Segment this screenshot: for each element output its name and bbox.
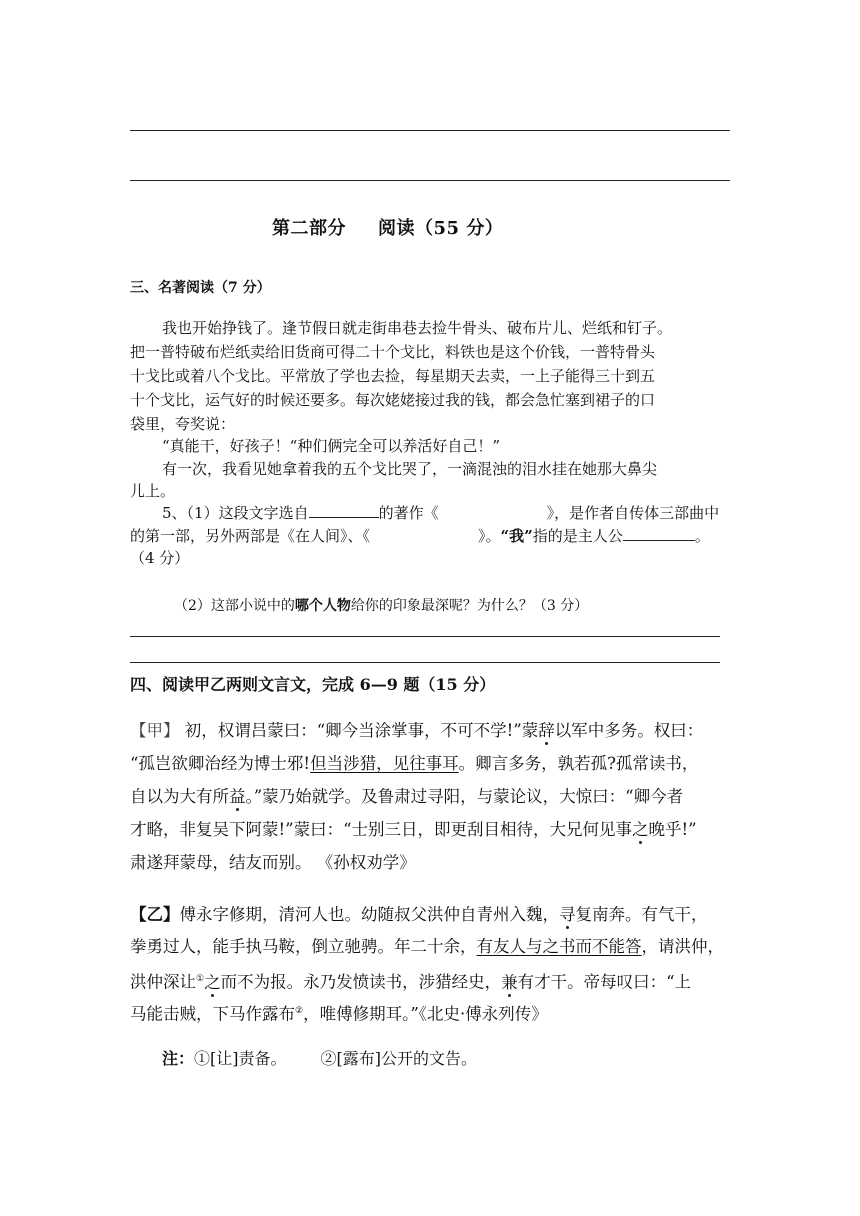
note-label: 注： <box>162 1049 195 1068</box>
answer-line-3[interactable] <box>130 636 720 637</box>
jia-line-1 <box>130 720 730 742</box>
para-line-3: 十戈比或着八个戈比。平常放了学也去捡，每星期天去卖，一上子能得三十到五 <box>130 367 656 385</box>
protagonist-blank[interactable] <box>623 526 695 541</box>
author-blank[interactable] <box>309 503 379 518</box>
q5-text: 的第一部，另外两部是《在人间》、《 <box>130 527 371 545</box>
section4-heading: 四、阅读甲乙两则文言文，完成 6—9 题（15 分） <box>130 675 496 694</box>
para-line-1: 我也开始挣钱了。逢节假日就走街串巷去捡牛骨头、破布片儿、烂纸和钉子。 <box>162 319 673 337</box>
para-line-5: 袋里，夸奖说： <box>130 415 236 433</box>
jia-line-4 <box>130 819 730 841</box>
note-1: ①[让]责备。 <box>194 1049 287 1068</box>
yi-line-3 <box>130 968 730 994</box>
text: 才略，非复吴下阿蒙!”蒙曰：“士别三日，即更刮目相待，大兄何见事 <box>130 820 633 839</box>
q5-text: （2）这部小说中的 <box>174 598 295 614</box>
text: 晚乎!” <box>648 820 697 839</box>
text: 洪仲深让 <box>130 972 196 992</box>
text: 马能击贼，下马作露布 <box>130 1004 295 1024</box>
text: 有才干。帝每叹曰：“上 <box>517 972 692 992</box>
q5-sub2 <box>174 596 774 616</box>
text: “孤岂欲卿治经为博士邪! <box>130 754 311 773</box>
q5-bold: 哪个人物 <box>294 598 351 614</box>
jia-line-3 <box>130 786 730 808</box>
footnote-marker: ① <box>196 974 205 984</box>
para-line-4: 十个戈比，运气好的时候还要多。每次姥姥接过我的钱，都会急忙塞到裙子的口 <box>130 391 656 409</box>
dotted-char: 之 <box>632 820 649 839</box>
q5-text: 5、（1）这段文字选自 <box>162 504 309 522</box>
part-title: 第二部分 阅读（55 分） <box>272 218 504 239</box>
text: 以军中多务。权曰： <box>554 721 704 740</box>
notes-line <box>162 1048 762 1070</box>
q5-text: 》，是作者自传体三部曲中 <box>546 504 720 522</box>
dotted-char: 益 <box>229 787 246 806</box>
quote-line: “真能干，好孩子！“种们俩完全可以养活好自己！” <box>162 437 501 455</box>
q5-line-1 <box>162 503 762 523</box>
jia-line-5: 肃遂拜蒙母，结友而别。 《孙权劝学》 <box>130 853 416 872</box>
text: 初，权谓吕蒙曰：“卿今当涂掌事，不可不学!”蒙 <box>179 721 539 740</box>
underlined-phrase: 但当涉猎，见往事耳 <box>310 754 459 773</box>
note-2: ②[露布]公开的文告。 <box>320 1049 478 1068</box>
q5-bold: “我” <box>500 527 533 545</box>
para2-line-1: 有一次，我看见她拿着我的五个戈比哭了，一滴混浊的泪水挂在她那大鼻尖 <box>162 460 658 478</box>
dotted-char: 辞 <box>538 721 555 740</box>
q5-line-3: （4 分） <box>130 549 190 567</box>
footnote-marker: ② <box>295 1006 304 1016</box>
text: 。”蒙乃始就学。及鲁肃过寻阳，与蒙论议，大惊曰：“卿今者 <box>245 787 684 806</box>
q5-text: 》。 <box>478 527 501 545</box>
q5-line-2 <box>130 526 730 546</box>
dotted-char: 兼 <box>501 972 518 992</box>
jia-label: 【甲】 <box>130 721 180 740</box>
q5-text: 的著作《 <box>378 504 439 522</box>
text: 傅永字修期，清河人也。幼随叔父洪仲自青州入魏， <box>179 905 559 924</box>
yi-line-4 <box>130 1000 730 1026</box>
underlined-phrase: 有友人与之书而不能答 <box>476 937 642 956</box>
text: 自以为大有所 <box>130 787 229 806</box>
para-line-2: 把一普特破布烂纸卖给旧货商可得二十个戈比，料铁也是这个价钱，一普特骨头 <box>130 343 656 361</box>
para2-line-2: 儿上。 <box>130 482 176 500</box>
yi-line-2 <box>130 936 730 958</box>
q5-text: 给你的印象最深呢？为什么？（3 分） <box>350 598 589 614</box>
yi-line-1 <box>130 904 730 926</box>
dotted-char: 寻 <box>559 905 576 924</box>
jia-line-2 <box>130 753 730 775</box>
q5-text: 指的是主人公 <box>532 527 623 545</box>
text: 拳勇过人，能手执马鞍，倒立驰骋。年二十余， <box>130 937 477 956</box>
dotted-char: 之 <box>204 972 221 992</box>
answer-line-2 <box>130 180 730 181</box>
text: ，唯傅修期耳。”《北史·傅永列传》 <box>303 1004 548 1024</box>
yi-label: 【乙】 <box>130 905 180 924</box>
answer-line-1 <box>130 130 730 131</box>
answer-line-4[interactable] <box>130 662 720 663</box>
q5-text: 。 <box>694 527 710 545</box>
section3-heading: 三、名著阅读（7 分） <box>130 280 271 296</box>
text: 复南奔。有气干， <box>575 905 708 924</box>
text: 。卿言多务，孰若孤?孤常读书， <box>458 754 699 773</box>
text: 而不为报。永乃发愤读书，涉猎经史， <box>220 972 502 992</box>
text: ，请洪仲， <box>641 937 724 956</box>
